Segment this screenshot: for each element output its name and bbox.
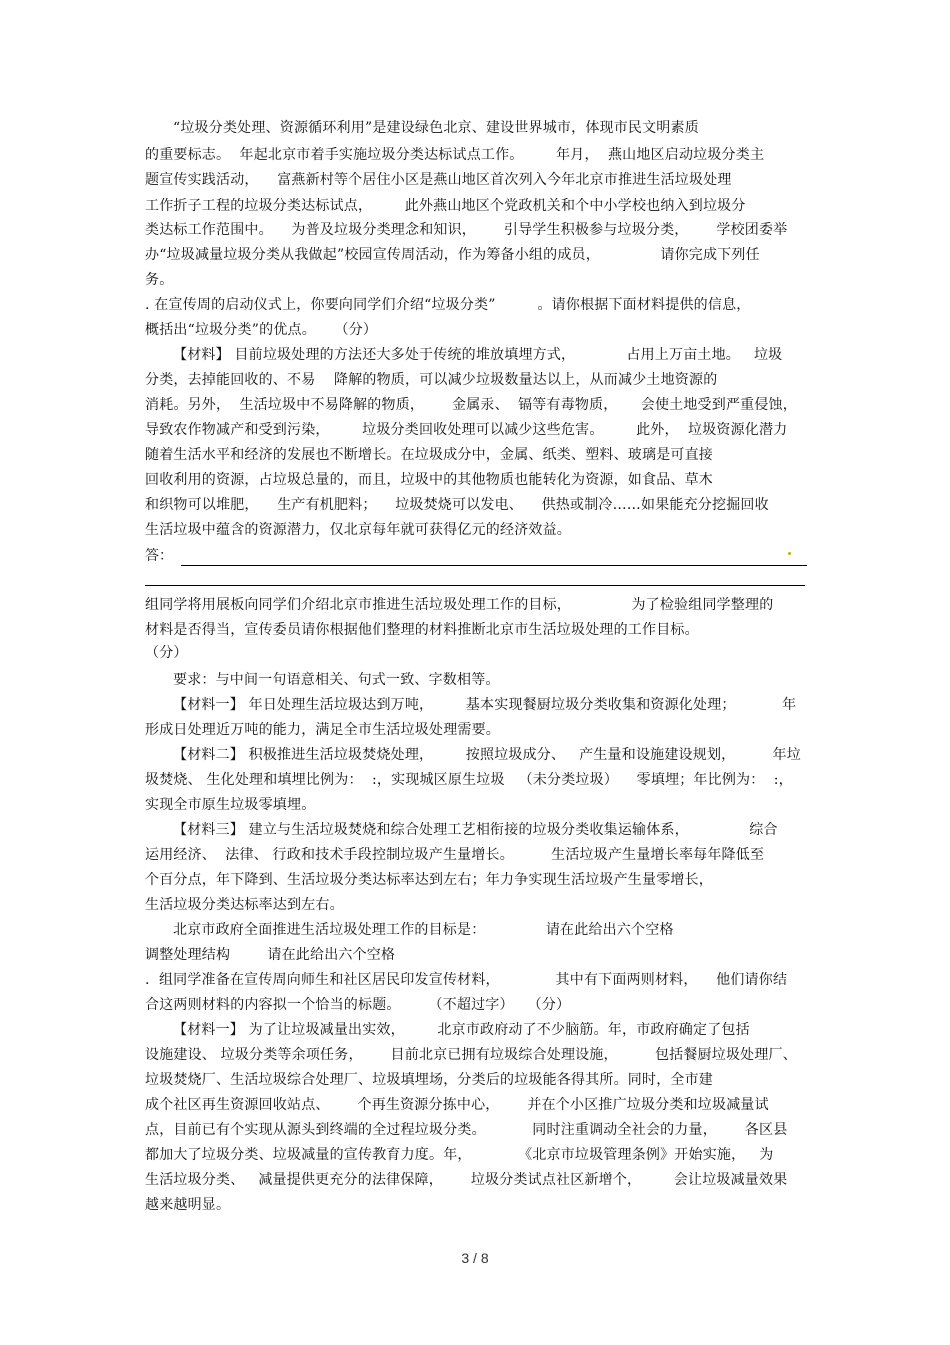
material-line: 【材料三】 建立与生活垃圾焚烧和综合处理工艺相衔接的垃圾分类收集运输体系， 综合 (173, 822, 778, 838)
question-line: 概括出“垃圾分类”的优点。 （分） (145, 322, 378, 338)
question-line: . 在宣传周的启动仪式上，你要向同学们介绍“垃圾分类” 。请你根据下面材料提供的信息， (145, 297, 751, 313)
question-line: 组同学将用展板向同学们介绍北京市推进生活垃圾处理工作的目标， 为了检验组同学整理的 (145, 597, 774, 613)
question-line: . 组同学准备在宣传周向师生和社区居民印发宣传材料， 其中有下面两则材料， 他们请你结 (145, 972, 788, 988)
material-line: 【材料一】 为了让垃圾减量出实效， 北京市政府动了不少脑筋。年，市政府确定了包括 (173, 1022, 750, 1038)
material-line: 都加大了垃圾分类、垃圾减量的宣传教育力度。年， 《北京市垃圾管理条例》开始实施， 为 (145, 1147, 774, 1163)
paragraph-line: 工作折子工程的垃圾分类达标试点， 此外燕山地区个党政机关和个中小学校也纳入到垃圾分 (145, 198, 746, 214)
material-line: 实现全市原生垃圾零填埋。 (145, 797, 316, 813)
paragraph-line: 的重要标志。 年起北京市着手实施垃圾分类达标试点工作。 年月， 燕山地区启动垃圾分类主 (145, 147, 765, 163)
answer-label: 答： (145, 548, 173, 564)
answer-area[interactable] (145, 546, 807, 568)
material-line: 消耗。另外， 生活垃圾中不易降解的物质， 金属汞、 镉等有毒物质， 会使土地受到严重侵蚀， (145, 397, 797, 413)
material-line: 生活垃圾中蕴含的资源潜力，仅北京每年就可获得亿元的经济效益。 (145, 522, 571, 538)
paragraph-line: 务。 (145, 272, 174, 288)
question-line: 材料是否得当，宣传委员请你根据他们整理的材料推断北京市生活垃圾处理的工作目标。 (145, 622, 699, 638)
question-line: 合这两则材料的内容拟一个恰当的标题。 （不超过字） （分） (145, 997, 571, 1013)
material-line: 越来越明显。 (145, 1197, 231, 1213)
requirement-line: 要求：与中间一句语意相关、句式一致、字数相等。 (173, 672, 500, 688)
page-number: 3 / 8 (461, 1250, 489, 1266)
material-line: 【材料】 目前垃圾处理的方法还大多处于传统的堆放填埋方式， 占用上万亩土地。 垃圾 (173, 347, 783, 363)
material-line: 和织物可以堆肥， 生产有机肥料； 垃圾焚烧可以发电、 供热或制冷……如果能充分挖掘回收 (145, 497, 769, 513)
answer-underline (181, 565, 807, 566)
material-line: 运用经济、 法律、 行政和技术手段控制垃圾产生量增长。 生活垃圾产生量增长率每年降低至 (145, 847, 765, 863)
paragraph-line: “垃圾分类处理、资源循环利用”是建设绿色北京、建设世界城市，体现市民文明素质 (173, 120, 699, 136)
material-line: 随着生活水平和经济的发展也不断增长。在垃圾成分中，金属、纸类、塑料、玻璃是可直接 (145, 447, 713, 463)
paragraph-line: 办“垃圾减量垃圾分类从我做起”校园宣传周活动，作为筹备小组的成员， 请你完成下列任 (145, 247, 760, 263)
paragraph-line: 类达标工作范围中。 为普及垃圾分类理念和知识， 引导学生积极参与垃圾分类， 学校团委举 (145, 222, 788, 238)
answer-underline (145, 585, 805, 586)
material-line: 圾焚烧、 生化处理和填埋比例为： :，实现城区原生垃圾 （未分类垃圾） 零填埋；年比例为： :， (145, 772, 793, 788)
paragraph-line: 题宣传实践活动， 富燕新村等个居住小区是燕山地区首次列入今年北京市推进生活垃圾处理 (145, 172, 732, 188)
material-line: 导致农作物减产和受到污染， 垃圾分类回收处理可以减少这些危害。 此外， 垃圾资源化潜力 (145, 422, 788, 438)
goal-line: 北京市政府全面推进生活垃圾处理工作的目标是： 请在此给出六个空格 (173, 922, 674, 938)
material-line: 生活垃圾分类达标率达到左右。 (145, 897, 344, 913)
material-line: 分类，去掉能回收的、不易 降解的物质，可以减少垃圾数量达以上，从而减少土地资源的 (145, 372, 718, 388)
material-line: 回收利用的资源，占垃圾总量的，而且，垃圾中的其他物质也能转化为资源，如食品、草木 (145, 472, 713, 488)
question-line: （分） (145, 645, 188, 661)
material-line: 生活垃圾分类、 减量提供更充分的法律保障， 垃圾分类试点社区新增个， 会让垃圾减量效果 (145, 1172, 788, 1188)
material-line: 【材料一】 年日处理生活垃圾达到万吨， 基本实现餐厨垃圾分类收集和资源化处理； 年 (173, 697, 797, 713)
material-line: 垃圾焚烧厂、生活垃圾综合处理厂、垃圾填埋场，分类后的垃圾能各得其所。同时，全市建 (145, 1072, 713, 1088)
material-line: 个百分点，年下降到、生活垃圾分类达标率达到左右；年力争实现生活垃圾产生量零增长， (145, 872, 713, 888)
goal-line: 调整处理结构 请在此给出六个空格 (145, 947, 396, 963)
material-line: 形成日处理近万吨的能力，满足全市生活垃圾处理需要。 (145, 722, 500, 738)
material-line: 成个社区再生资源回收站点、 个再生资源分拣中心， 并在个小区推广垃圾分类和垃圾减量试 (145, 1097, 769, 1113)
material-line: 设施建设、 垃圾分类等余项任务， 目前北京已拥有垃圾综合处理设施， 包括餐厨垃圾处理厂、 (145, 1047, 797, 1063)
stray-mark (788, 552, 791, 555)
material-line: 【材料二】 积极推进生活垃圾焚烧处理， 按照垃圾成分、 产生量和设施建设规划， 年垃 (173, 747, 801, 763)
material-line: 点，目前已有个实现从源头到终端的全过程垃圾分类。 同时注重调动全社会的力量， 各区县 (145, 1122, 788, 1138)
